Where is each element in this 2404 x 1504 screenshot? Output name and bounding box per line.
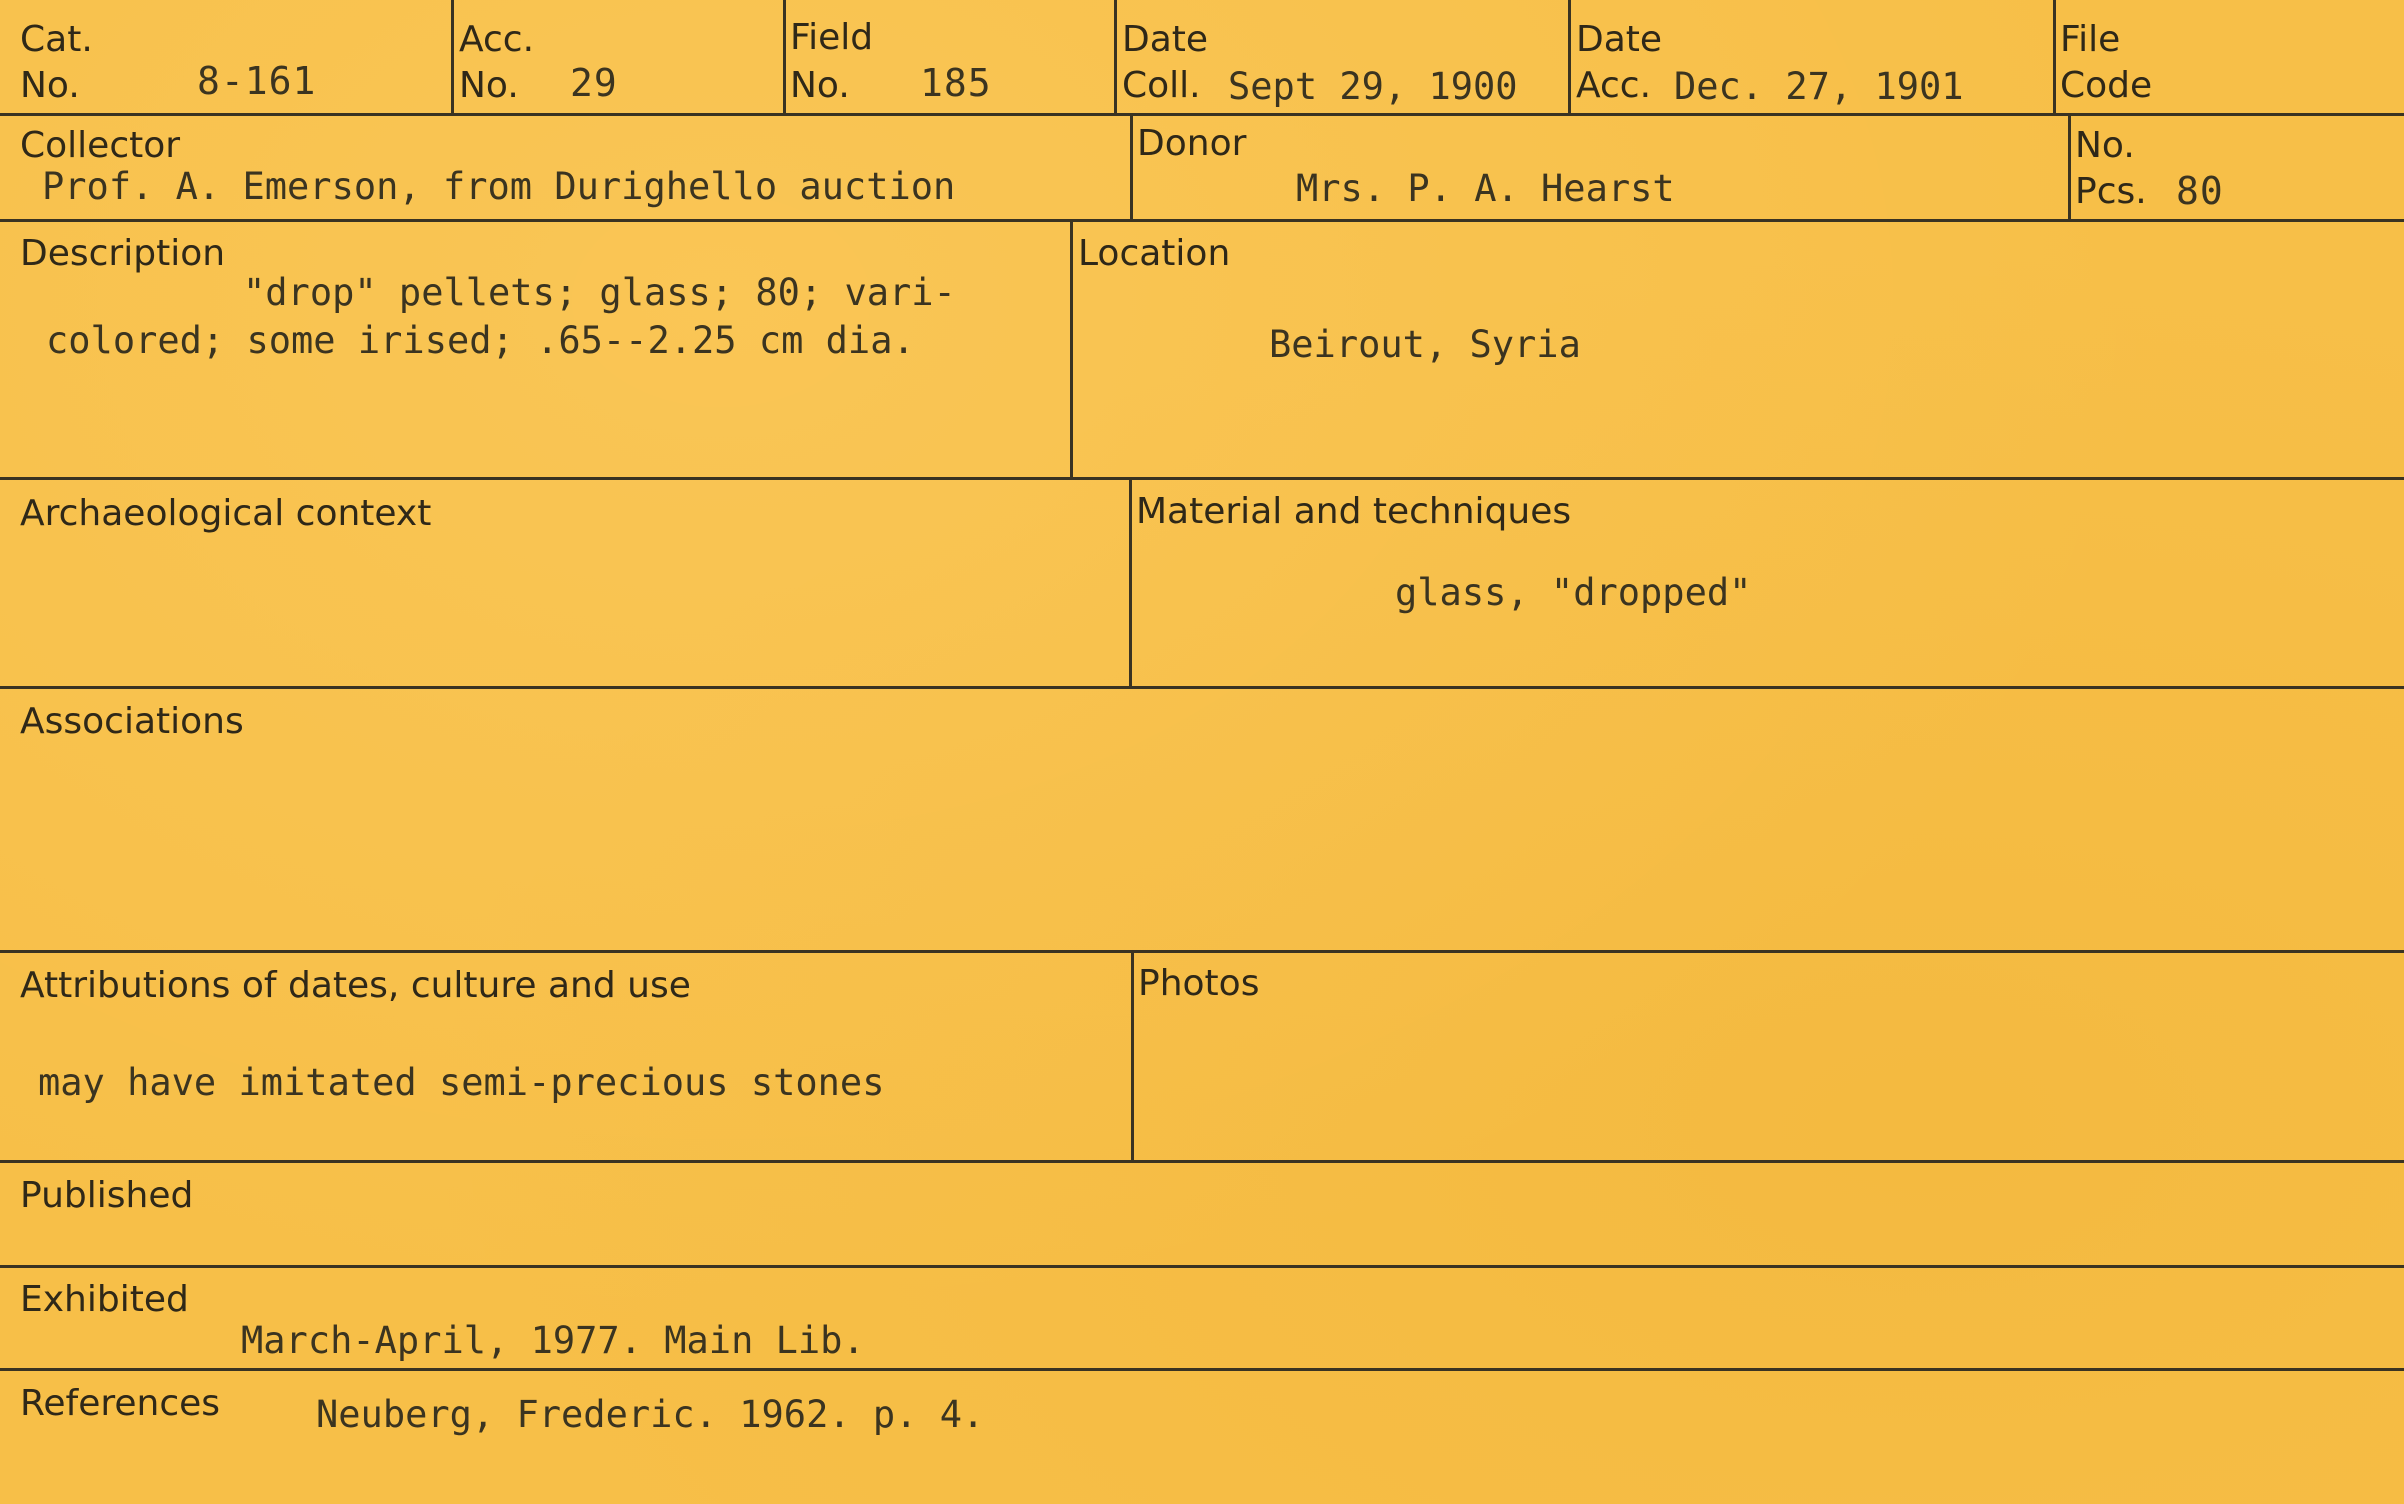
- date-coll-value: Sept 29, 1900: [1228, 65, 1518, 108]
- rule-v-attributions-photos: [1131, 951, 1134, 1161]
- description-label: Description: [20, 233, 226, 274]
- photos-label: Photos: [1138, 963, 1260, 1004]
- attributions-label: Attributions of dates, culture and use: [20, 965, 691, 1006]
- field-no-label: No.: [790, 65, 850, 106]
- acc-no-label: No.: [459, 65, 519, 106]
- donor-label: Donor: [1137, 123, 1247, 164]
- exhibited-label: Exhibited: [20, 1279, 189, 1320]
- pcs-label: Pcs.: [2075, 171, 2147, 212]
- location-label: Location: [1078, 233, 1231, 274]
- location-value: Beirout, Syria: [1269, 323, 1581, 366]
- material-label: Material and techniques: [1136, 491, 1572, 532]
- rule-v-cat-acc: [451, 0, 454, 114]
- rule-published-bottom: [0, 1265, 2404, 1268]
- rule-exhibited-bottom: [0, 1368, 2404, 1371]
- rule-associations-bottom: [0, 950, 2404, 953]
- rule-v-datecoll-dateacc: [1568, 0, 1571, 114]
- material-value: glass, "dropped": [1395, 571, 1752, 614]
- rule-v-collector-donor: [1130, 114, 1133, 220]
- rule-v-description-location: [1070, 220, 1073, 478]
- rule-v-dateacc-file: [2053, 0, 2056, 114]
- attributions-value: may have imitated semi-precious stones: [38, 1061, 885, 1104]
- file-label: File: [2060, 19, 2121, 60]
- file-code-label: Code: [2060, 65, 2153, 106]
- acc-label: Acc.: [459, 19, 535, 60]
- date-acc-value: Dec. 27, 1901: [1674, 65, 1964, 108]
- rule-v-donor-pcs: [2068, 114, 2071, 220]
- rule-context-bottom: [0, 686, 2404, 689]
- associations-label: Associations: [20, 701, 244, 742]
- field-label: Field: [790, 17, 874, 58]
- pcs-value: 80: [2176, 169, 2224, 213]
- published-label: Published: [20, 1175, 194, 1216]
- description-line-2: colored; some irised; .65--2.25 cm dia.: [46, 319, 915, 362]
- cat-no-value: 8-161: [197, 59, 317, 103]
- archaeological-context-label: Archaeological context: [20, 493, 432, 534]
- date-acc-label: Date: [1576, 19, 1663, 60]
- references-value: Neuberg, Frederic. 1962. p. 4.: [316, 1393, 985, 1436]
- field-no-value: 185: [920, 61, 992, 105]
- cat-no-label: No.: [20, 65, 80, 106]
- donor-value: Mrs. P. A. Hearst: [1296, 167, 1675, 210]
- rule-collector-bottom: [0, 219, 2404, 222]
- rule-header-bottom: [0, 113, 2404, 116]
- rule-attributions-bottom: [0, 1160, 2404, 1163]
- collector-label: Collector: [20, 125, 181, 166]
- rule-v-acc-field: [783, 0, 786, 114]
- rule-description-bottom: [0, 477, 2404, 480]
- pcs-no-label: No.: [2075, 125, 2135, 166]
- description-line-1: "drop" pellets; glass; 80; vari-: [243, 271, 956, 314]
- acc-no-value: 29: [570, 61, 618, 105]
- exhibited-value: March-April, 1977. Main Lib.: [241, 1319, 865, 1362]
- collector-value: Prof. A. Emerson, from Durighello auction: [42, 165, 956, 208]
- date-coll-label: Date: [1122, 19, 1209, 60]
- date-coll-prefix: Coll.: [1122, 65, 1201, 106]
- cat-label: Cat.: [20, 19, 93, 60]
- rule-v-field-datecoll: [1114, 0, 1117, 114]
- rule-v-context-material: [1129, 478, 1132, 687]
- date-acc-prefix: Acc.: [1576, 65, 1652, 106]
- references-label: References: [20, 1383, 221, 1424]
